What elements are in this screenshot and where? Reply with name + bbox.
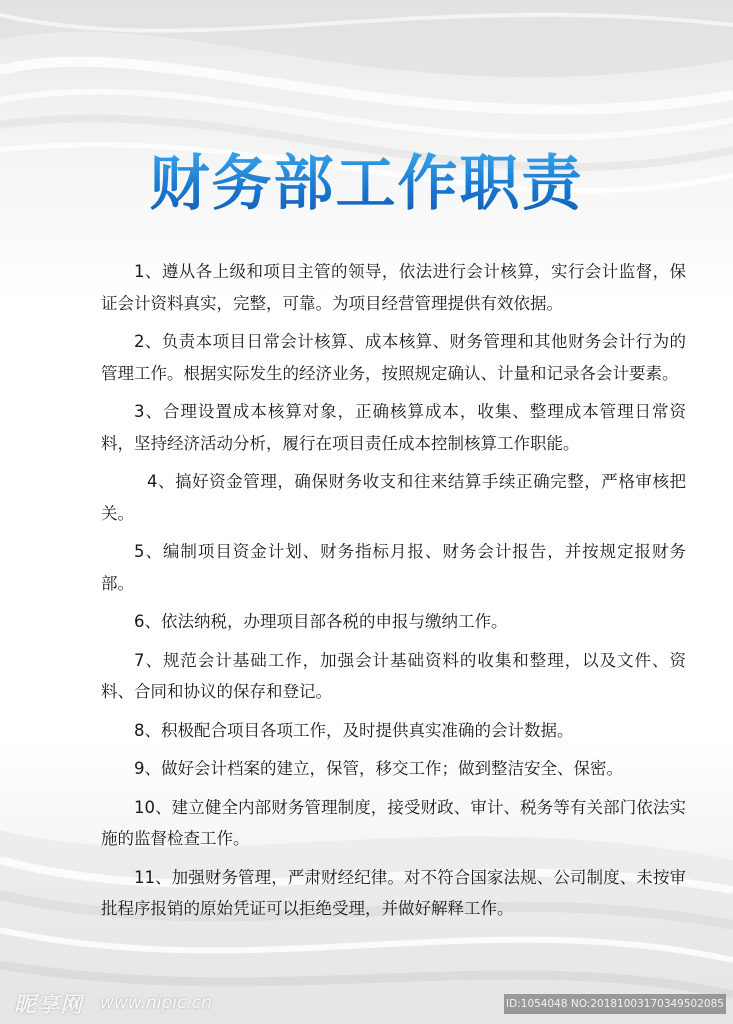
duty-item: 8、积极配合项目各项工作，及时提供真实准确的会计数据。 <box>134 720 574 740</box>
duty-item: 10、建立健全内部财务管理制度，接受财政、审计、税务等有关部门依法实施的监督检查工作。 <box>101 797 686 848</box>
watermark-url: www.nipic.cn <box>100 993 212 1013</box>
duty-item: 9、做好会计档案的建立，保管，移交工作；做到整洁安全、保密。 <box>134 759 623 778</box>
image-id-bar: ID:1054048 NO:20181003170349502085 <box>504 994 726 1014</box>
duty-item: 6、依法纳税，办理项目部各税的申报与缴纳工作。 <box>134 612 508 631</box>
duty-item: 1、遵从各上级和项目主管的领导，依法进行会计核算，实行会计监督，保证会计资料真实，完整，可靠。为项目经营管理提供有效依据。 <box>101 262 686 313</box>
duty-item: 5、编制项目资金计划、财务指标月报、财务会计报告，并按规定报财务部。 <box>101 542 686 593</box>
watermark-logo: 昵享网 <box>14 993 84 1018</box>
duty-item: 2、负责本项目日常会计核算、成本核算、财务管理和其他财务会计行为的管理工作。根据实际发生的经济业务，按照规定确认、计量和记录各会计要素。 <box>101 332 686 383</box>
poster-title: 财务部工作职责 <box>0 148 733 220</box>
duty-item: 11、加强财务管理，严肃财经纪律。对不符合国家法规、公司制度、未按审批程序报销的原始凭证可以拒绝受理，并做好解释工作。 <box>101 867 686 918</box>
duty-item: 3、合理设置成本核算对象，正确核算成本，收集、整理成本管理日常资料，坚持经济活动分析，履行在项目责任成本控制核算工作职能。 <box>101 402 686 453</box>
duty-list <box>101 256 686 932</box>
duty-item: 4、搞好资金管理，确保财务收支和往来结算手续正确完整，严格审核把关。 <box>101 472 686 523</box>
duty-item: 7、规范会计基础工作，加强会计基础资料的收集和整理，以及文件、资料、合同和协议的保存和登记。 <box>101 650 686 701</box>
